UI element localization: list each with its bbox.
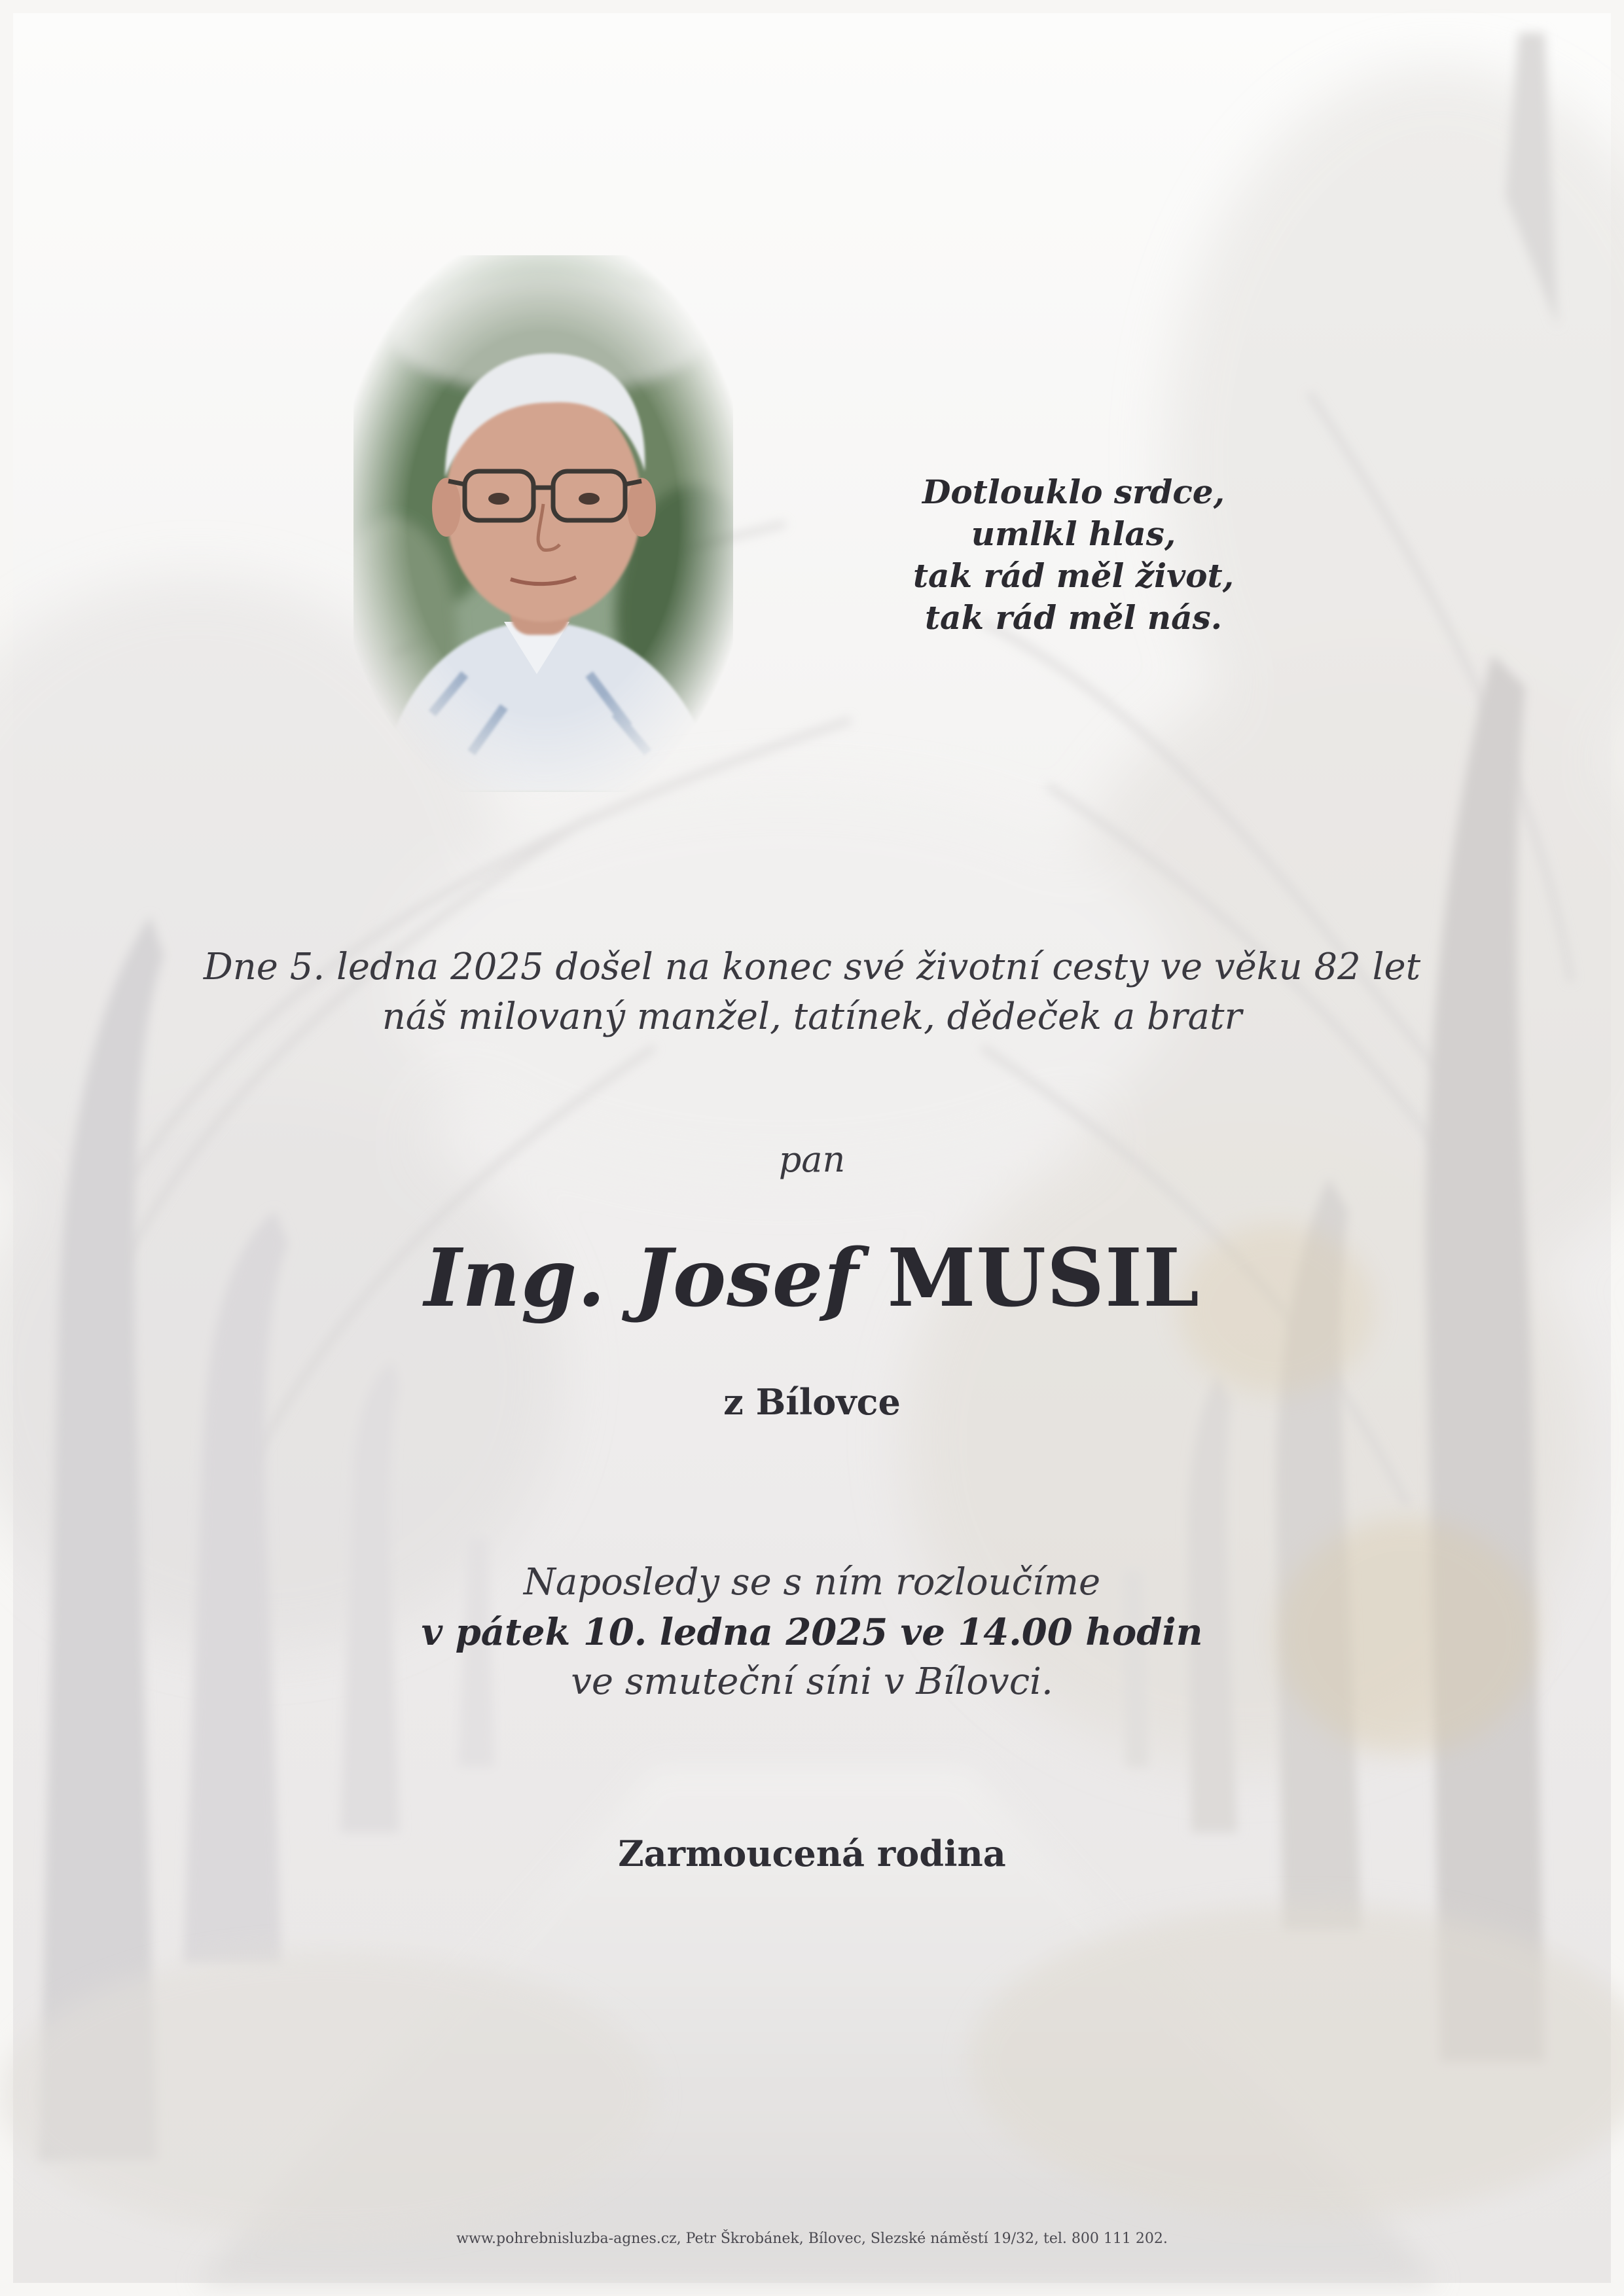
- announcement-line-2: náš milovaný manžel, tatínek, dědeček a bratr: [382, 996, 1242, 1038]
- farewell-location: ve smuteční síni v Bílovci.: [571, 1660, 1053, 1703]
- funeral-details: [0, 1558, 1624, 1707]
- death-announcement: [0, 942, 1624, 1042]
- funeral-service-footer: www.pohrebnisluzba-agnes.cz, Petr Škrobánek, Bílovec, Slezské náměstí 19/32, tel. 800 111 202.: [456, 2231, 1168, 2247]
- poem-line: tak rád měl život,: [912, 556, 1235, 595]
- farewell-date-time: v pátek 10. ledna 2025 ve 14.00 hodin: [421, 1611, 1203, 1654]
- surname: MUSIL: [887, 1230, 1200, 1325]
- deceased-name: [0, 1230, 1624, 1325]
- honorific: pan: [778, 1139, 846, 1180]
- poem-line: tak rád měl nás.: [924, 598, 1223, 637]
- hometown: z Bílovce: [723, 1381, 901, 1423]
- name-prefix: Ing. Josef: [424, 1230, 859, 1325]
- poem-line: Dotlouklo srdce,: [922, 473, 1225, 511]
- announcement-line-1: Dne 5. ledna 2025 došel na konec své životní cesty ve věku 82 let: [203, 946, 1421, 988]
- poem-line: umlkl hlas,: [971, 514, 1176, 553]
- family-signature: Zarmoucená rodina: [618, 1833, 1006, 1874]
- memorial-poem: [838, 471, 1309, 639]
- farewell-line-1: Naposledy se s ním rozloučíme: [523, 1561, 1101, 1604]
